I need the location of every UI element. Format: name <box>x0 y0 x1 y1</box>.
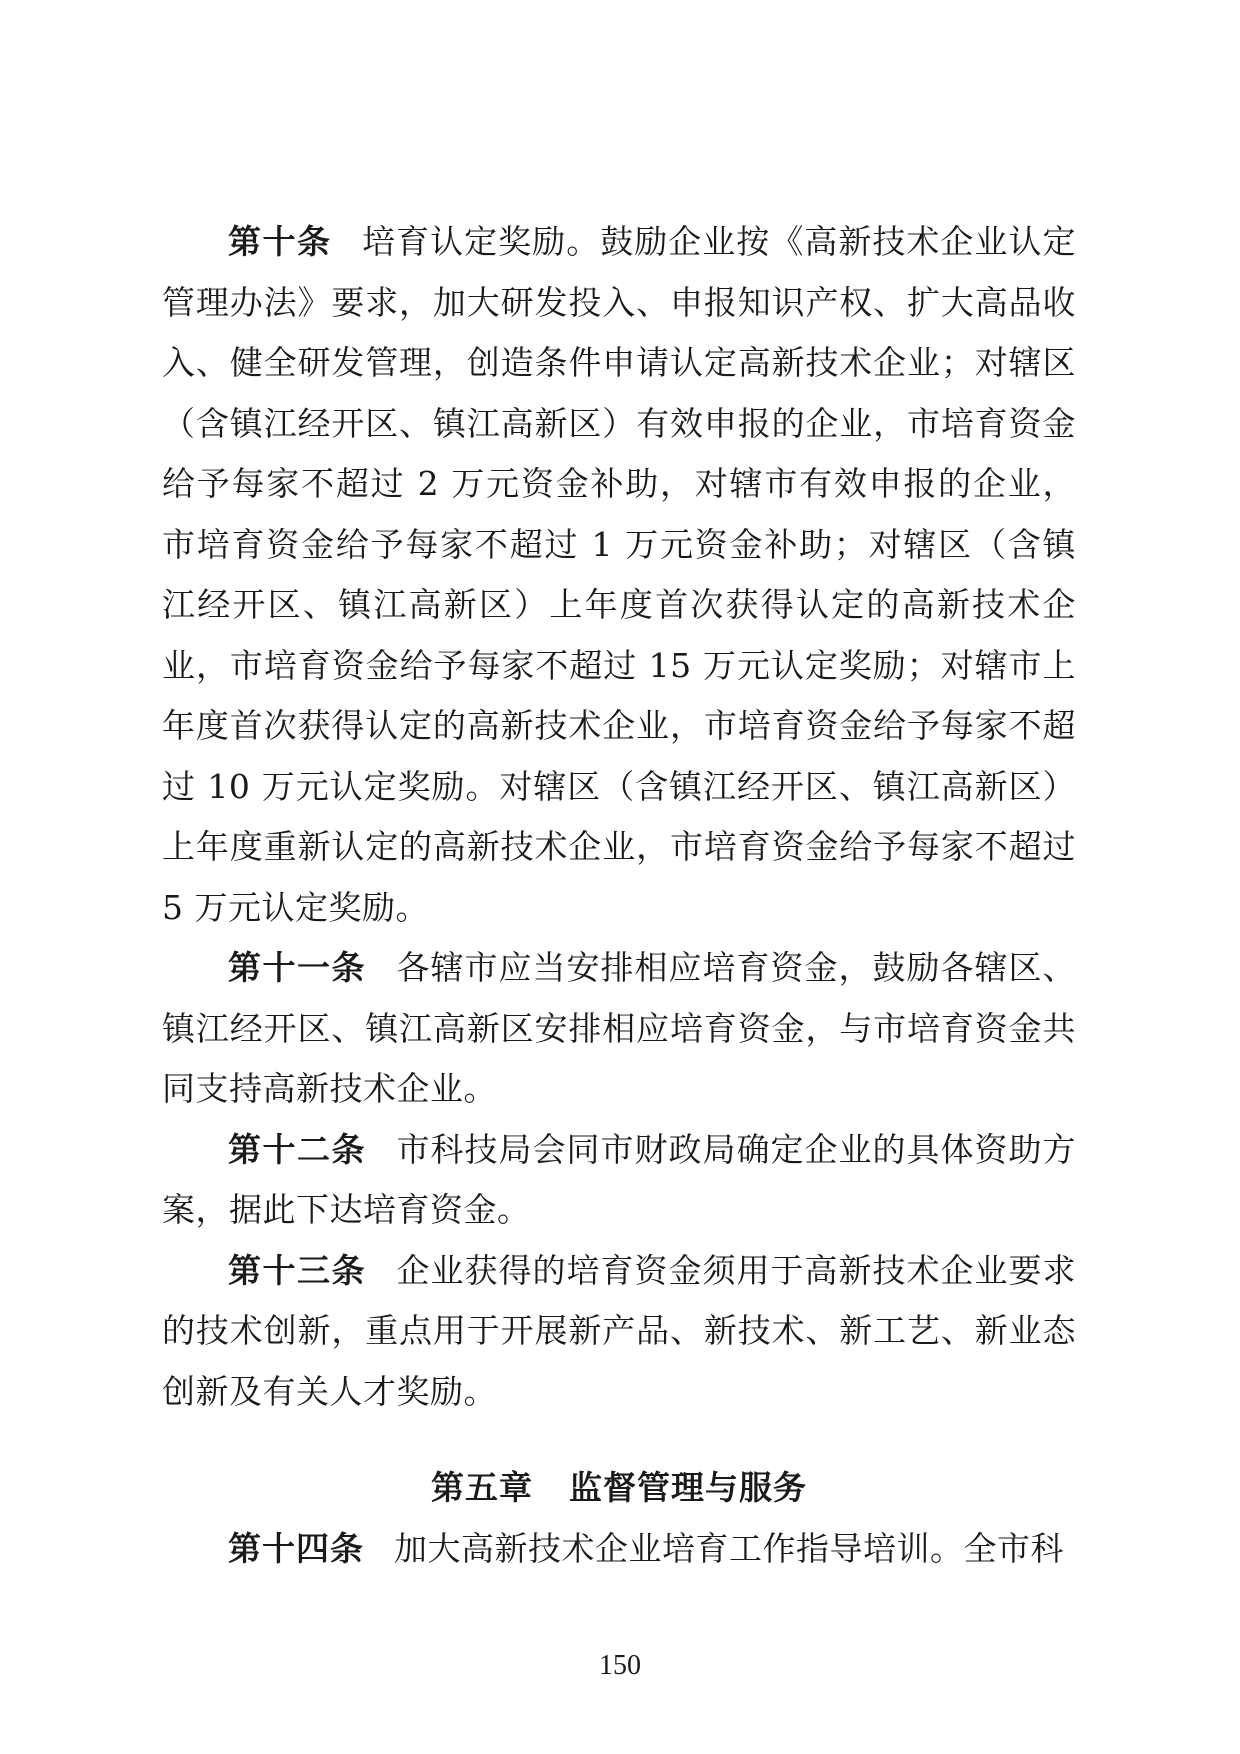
article-heading: 第十二条 <box>228 1129 366 1169</box>
article-text: 企业获得的培育资金须用于高新技术企业要求的技术创新，重点用于开展新产品、新技术、新工艺、新业态创新及有关人才奖励。 <box>162 1250 1076 1411</box>
article-text: 各辖市应当安排相应培育资金，鼓励各辖区、镇江经开区、镇江高新区安排相应培育资金，与市培育资金共同支持高新技术企业。 <box>162 948 1076 1108</box>
article-heading: 第十四条 <box>228 1528 364 1568</box>
article-12 <box>162 1120 1076 1241</box>
page-number: 150 <box>599 1650 641 1681</box>
article-13 <box>162 1241 1076 1423</box>
article-14 <box>162 1519 1076 1580</box>
article-heading: 第十一条 <box>228 948 366 987</box>
article-text: 培育认定奖励。鼓励企业按《高新技术企业认定管理办法》要求，加大研发投入、申报知识产权、扩大高品收入、健全研发管理，创造条件申请认定高新技术企业；对辖区（含镇江经开区、镇江高新区）有效申报的企业，市培育资金给予每家不超过 2 万元资金补助，对辖市有效申报的企业，市培育资金给予每家不超过 1 万元资金补助；对辖区（含镇江经开区、镇江高新区）上年度首次获得认定的高新技术企业，市培育资金给予每家不超过 15 万元认定奖励；对辖市上年度首次获得认定的高新技术企业，市培育资金给予每家不超过 10 万元认定奖励。对辖区（含镇江经开区、镇江高新区）上年度重新认定的高新技术企业，市培育资金给予每家不超过 5 万元认定奖励。 <box>162 222 1076 927</box>
document-body <box>162 212 1076 1579</box>
article-heading: 第十三条 <box>228 1250 366 1290</box>
article-10 <box>162 212 1076 938</box>
chapter-name: 监督管理与服务 <box>569 1468 807 1507</box>
article-heading: 第十条 <box>228 222 332 261</box>
chapter-title <box>162 1458 1076 1519</box>
article-11 <box>162 938 1076 1120</box>
article-text: 加大高新技术企业培育工作指导培训。全市科 <box>394 1528 1064 1568</box>
chapter-number: 第五章 <box>431 1468 533 1507</box>
article-text: 市科技局会同市财政局确定企业的具体资助方案，据此下达培育资金。 <box>162 1129 1076 1229</box>
